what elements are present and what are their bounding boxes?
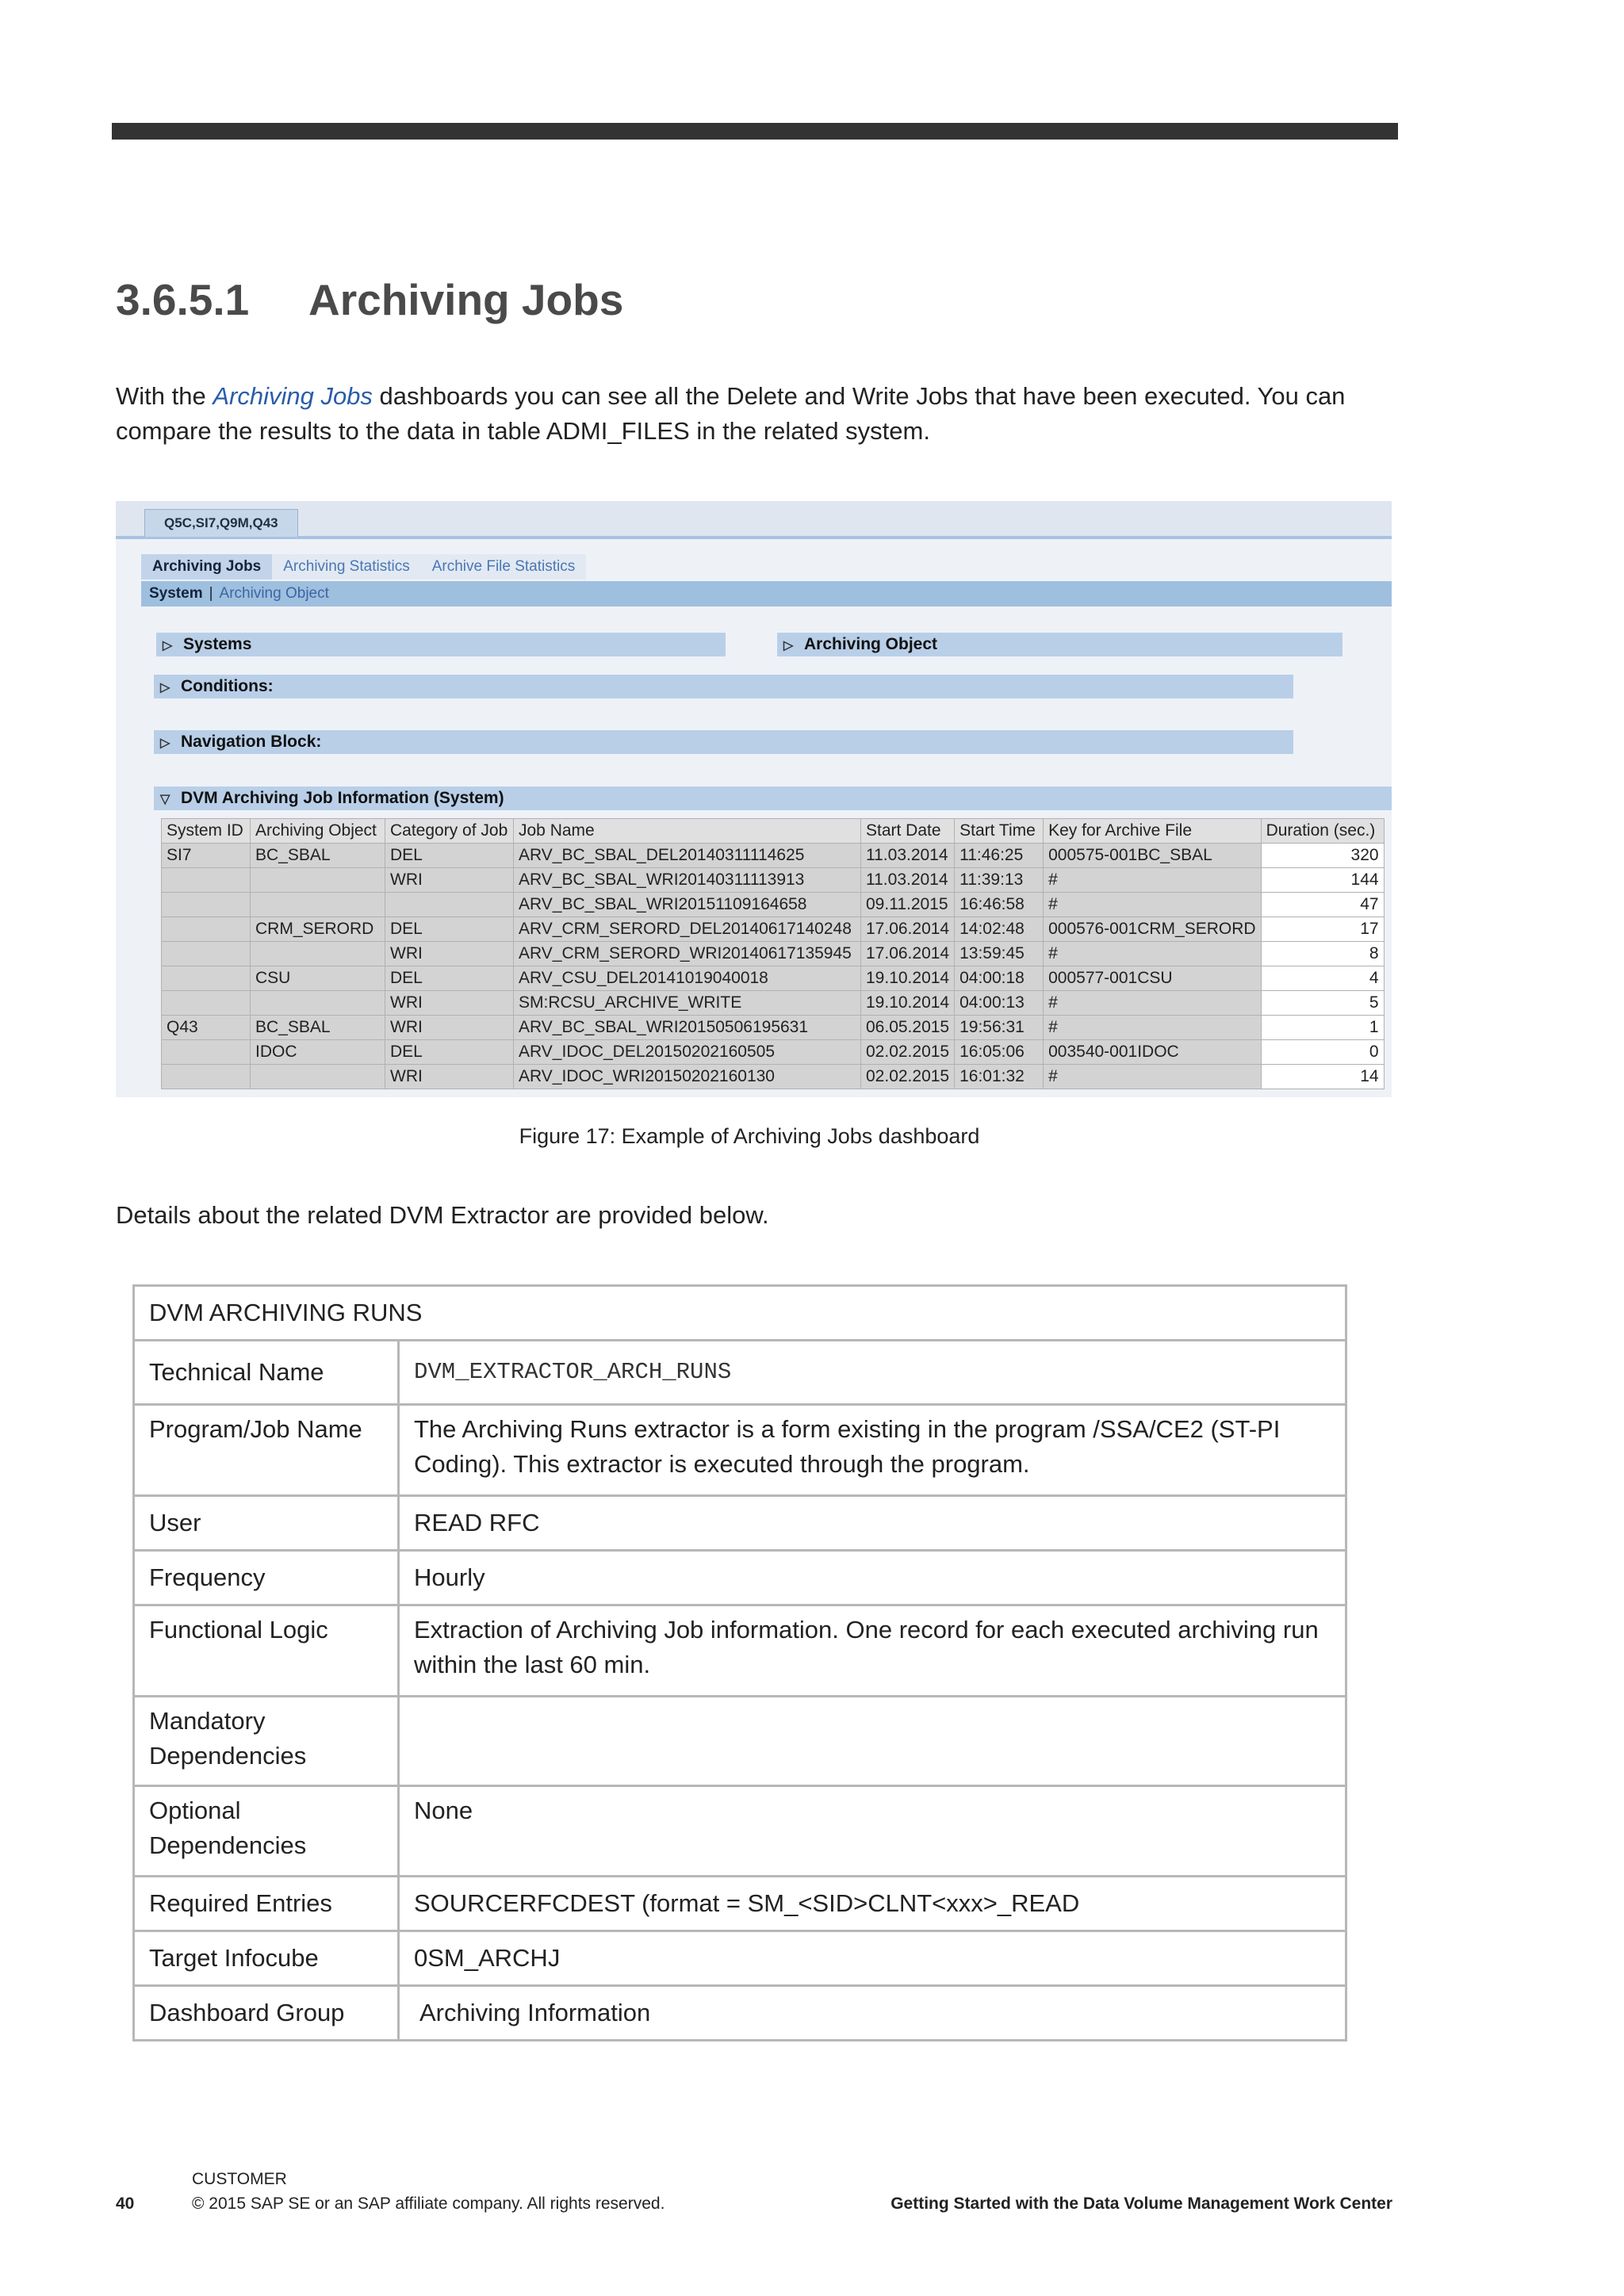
details-value: Archiving Information — [399, 1986, 1346, 2041]
table-row — [162, 893, 1385, 917]
cell-duration: 1 — [1261, 1016, 1384, 1040]
dashboard-subtabs — [141, 554, 586, 580]
details-row — [134, 1986, 1346, 2041]
tab-archiving-statistics[interactable]: Archiving Statistics — [272, 554, 420, 580]
breadcrumb-archiving-object[interactable]: Archiving Object — [219, 585, 329, 602]
details-key: Functional Logic — [134, 1605, 399, 1697]
details-value: READ RFC — [399, 1496, 1346, 1551]
figure-caption: Figure 17: Example of Archiving Jobs dashboard — [519, 1124, 980, 1148]
archiving-jobs-table — [161, 818, 1385, 1089]
cell-job-name: ARV_CSU_DEL20141019040018 — [514, 966, 861, 991]
table-row — [162, 844, 1385, 868]
details-title: DVM ARCHIVING RUNS — [134, 1286, 1346, 1341]
cell-category: WRI — [385, 1016, 514, 1040]
cell-job-name: ARV_CRM_SERORD_WRI20140617135945 — [514, 942, 861, 966]
breadcrumb-separator: | — [209, 585, 213, 602]
details-key: Optional Dependencies — [134, 1786, 399, 1877]
details-row — [134, 1697, 1346, 1786]
navigation-block-panel[interactable] — [154, 730, 1293, 754]
tab-archiving-jobs[interactable]: Archiving Jobs — [141, 554, 272, 580]
section-number: 3.6.5.1 — [116, 275, 250, 324]
archiving-object-panel[interactable] — [777, 633, 1342, 656]
cell-job-name: ARV_BC_SBAL_DEL20140311114625 — [514, 844, 861, 868]
conditions-panel-label: Conditions: — [181, 677, 274, 695]
cell-archiving-object: CRM_SERORD — [251, 917, 385, 942]
cell-start-time: 16:46:58 — [955, 893, 1044, 917]
column-header[interactable]: Category of Job — [385, 819, 514, 844]
expand-triangle-icon: ▷ — [160, 681, 170, 695]
systems-panel[interactable] — [156, 633, 726, 656]
cell-start-time: 19:56:31 — [955, 1016, 1044, 1040]
cell-archive-key: 000577-001CSU — [1044, 966, 1261, 991]
cell-job-name: ARV_BC_SBAL_WRI20140311113913 — [514, 868, 861, 893]
table-row — [162, 966, 1385, 991]
details-row — [134, 1405, 1346, 1496]
cell-archive-key: 000576-001CRM_SERORD — [1044, 917, 1261, 942]
extractor-details-table — [132, 1284, 1347, 2042]
details-value: Hourly — [399, 1551, 1346, 1605]
cell-start-time: 16:01:32 — [955, 1065, 1044, 1089]
cell-system-id — [162, 991, 251, 1016]
table-row — [162, 942, 1385, 966]
navigation-block-panel-label: Navigation Block: — [181, 733, 322, 751]
table-header-row — [162, 819, 1385, 844]
page-number: 40 — [116, 2195, 135, 2213]
cell-job-name: ARV_BC_SBAL_WRI20151109164658 — [514, 893, 861, 917]
cell-start-date: 17.06.2014 — [861, 942, 955, 966]
cell-start-date: 17.06.2014 — [861, 917, 955, 942]
cell-start-date: 02.02.2015 — [861, 1065, 955, 1089]
archiving-jobs-link[interactable]: Archiving Jobs — [213, 382, 373, 410]
column-header[interactable]: Start Date — [861, 819, 955, 844]
table-row — [162, 917, 1385, 942]
cell-duration: 0 — [1261, 1040, 1384, 1065]
cell-system-id — [162, 868, 251, 893]
cell-start-date: 19.10.2014 — [861, 991, 955, 1016]
details-key: Technical Name — [134, 1341, 399, 1405]
intro-paragraph — [116, 379, 1400, 449]
cell-start-time: 04:00:13 — [955, 991, 1044, 1016]
details-row — [134, 1931, 1346, 1986]
cell-archiving-object: BC_SBAL — [251, 844, 385, 868]
details-value: SOURCERFCDEST (format = SM_<SID>CLNT<xxx>_READ — [399, 1877, 1346, 1931]
cell-system-id — [162, 1040, 251, 1065]
archiving-object-panel-label: Archiving Object — [804, 635, 938, 653]
details-value: DVM_EXTRACTOR_ARCH_RUNS — [399, 1341, 1346, 1405]
table-row — [162, 991, 1385, 1016]
details-key: User — [134, 1496, 399, 1551]
cell-system-id — [162, 917, 251, 942]
system-tabstrip — [116, 501, 1392, 539]
cell-category: WRI — [385, 991, 514, 1016]
details-key: Required Entries — [134, 1877, 399, 1931]
details-value — [399, 1697, 1346, 1786]
column-header[interactable]: Archiving Object — [251, 819, 385, 844]
collapse-triangle-icon: ▽ — [160, 793, 170, 806]
cell-start-time: 14:02:48 — [955, 917, 1044, 942]
table-row — [162, 868, 1385, 893]
cell-duration: 144 — [1261, 868, 1384, 893]
cell-job-name: ARV_BC_SBAL_WRI20150506195631 — [514, 1016, 861, 1040]
cell-start-time: 13:59:45 — [955, 942, 1044, 966]
systems-panel-label: Systems — [183, 635, 252, 653]
cell-archiving-object — [251, 893, 385, 917]
dashboard-screenshot — [116, 501, 1392, 1097]
intro-text-end: dashboards you can see all the Delete and Write Jobs that have been executed. You can compare the results to the data in table ADMI_FILES in the related system. — [116, 382, 1346, 445]
cell-start-date: 09.11.2015 — [861, 893, 955, 917]
details-value: 0SM_ARCHJ — [399, 1931, 1346, 1986]
cell-job-name: ARV_CRM_SERORD_DEL20140617140248 — [514, 917, 861, 942]
cell-start-date: 11.03.2014 — [861, 868, 955, 893]
details-key: Target Infocube — [134, 1931, 399, 1986]
cell-system-id — [162, 966, 251, 991]
system-tab[interactable]: Q5C,SI7,Q9M,Q43 — [144, 509, 298, 537]
intro-text-start: With the — [116, 382, 213, 410]
column-header[interactable]: Key for Archive File — [1044, 819, 1261, 844]
cell-system-id: Q43 — [162, 1016, 251, 1040]
expand-triangle-icon: ▷ — [163, 639, 173, 652]
cell-duration: 320 — [1261, 844, 1384, 868]
cell-duration: 8 — [1261, 942, 1384, 966]
cell-system-id: SI7 — [162, 844, 251, 868]
details-row — [134, 1877, 1346, 1931]
cell-category: WRI — [385, 942, 514, 966]
document-classification: CUSTOMER — [192, 2170, 287, 2188]
cell-archiving-object: IDOC — [251, 1040, 385, 1065]
header-rule — [112, 123, 1398, 140]
details-title-row — [134, 1286, 1346, 1341]
expand-triangle-icon: ▷ — [783, 639, 794, 652]
cell-archiving-object — [251, 868, 385, 893]
cell-archiving-object: CSU — [251, 966, 385, 991]
details-row — [134, 1496, 1346, 1551]
cell-archiving-object — [251, 991, 385, 1016]
conditions-panel[interactable] — [154, 675, 1293, 698]
cell-duration: 5 — [1261, 991, 1384, 1016]
cell-job-name: ARV_IDOC_WRI20150202160130 — [514, 1065, 861, 1089]
cell-start-time: 04:00:18 — [955, 966, 1044, 991]
cell-job-name: ARV_IDOC_DEL20150202160505 — [514, 1040, 861, 1065]
cell-archive-key: 000575-001BC_SBAL — [1044, 844, 1261, 868]
details-value: The Archiving Runs extractor is a form existing in the program /SSA/CE2 (ST-PI Coding). This extractor is executed through the program. — [399, 1405, 1346, 1496]
cell-category: DEL — [385, 1040, 514, 1065]
job-info-panel[interactable] — [154, 786, 1392, 810]
cell-archive-key: # — [1044, 1065, 1261, 1089]
cell-archiving-object: BC_SBAL — [251, 1016, 385, 1040]
cell-archive-key: # — [1044, 868, 1261, 893]
details-intro: Details about the related DVM Extractor are provided below. — [116, 1201, 769, 1229]
cell-archiving-object — [251, 1065, 385, 1089]
table-row — [162, 1040, 1385, 1065]
cell-start-time: 11:46:25 — [955, 844, 1044, 868]
cell-archive-key: # — [1044, 991, 1261, 1016]
column-header[interactable]: Start Time — [955, 819, 1044, 844]
cell-start-time: 16:05:06 — [955, 1040, 1044, 1065]
document-title: Getting Started with the Data Volume Management Work Center — [891, 2195, 1392, 2213]
expand-triangle-icon: ▷ — [160, 737, 170, 750]
cell-duration: 47 — [1261, 893, 1384, 917]
cell-category: DEL — [385, 966, 514, 991]
cell-duration: 17 — [1261, 917, 1384, 942]
cell-archive-key: 003540-001IDOC — [1044, 1040, 1261, 1065]
details-key: Frequency — [134, 1551, 399, 1605]
tab-archive-file-statistics[interactable]: Archive File Statistics — [421, 554, 587, 580]
details-row — [134, 1341, 1346, 1405]
cell-category: WRI — [385, 1065, 514, 1089]
cell-archiving-object — [251, 942, 385, 966]
cell-start-time: 11:39:13 — [955, 868, 1044, 893]
copyright: © 2015 SAP SE or an SAP affiliate company. All rights reserved. — [192, 2195, 665, 2213]
cell-start-date: 19.10.2014 — [861, 966, 955, 991]
cell-category: DEL — [385, 917, 514, 942]
details-row — [134, 1786, 1346, 1877]
cell-duration: 14 — [1261, 1065, 1384, 1089]
column-header[interactable]: System ID — [162, 819, 251, 844]
cell-duration: 4 — [1261, 966, 1384, 991]
section-heading — [116, 274, 623, 325]
details-row — [134, 1551, 1346, 1605]
table-row — [162, 1016, 1385, 1040]
cell-archive-key: # — [1044, 1016, 1261, 1040]
cell-category — [385, 893, 514, 917]
job-info-panel-label: DVM Archiving Job Information (System) — [181, 789, 504, 807]
details-key: Dashboard Group — [134, 1986, 399, 2041]
details-key: Program/Job Name — [134, 1405, 399, 1496]
cell-category: WRI — [385, 868, 514, 893]
cell-start-date: 11.03.2014 — [861, 844, 955, 868]
breadcrumb-system: System — [149, 585, 203, 602]
details-row — [134, 1605, 1346, 1697]
section-title: Archiving Jobs — [308, 275, 624, 324]
details-key: Mandatory Dependencies — [134, 1697, 399, 1786]
cell-start-date: 02.02.2015 — [861, 1040, 955, 1065]
cell-archive-key: # — [1044, 893, 1261, 917]
cell-system-id — [162, 1065, 251, 1089]
cell-system-id — [162, 893, 251, 917]
cell-category: DEL — [385, 844, 514, 868]
table-row — [162, 1065, 1385, 1089]
column-header[interactable]: Job Name — [514, 819, 861, 844]
cell-archive-key: # — [1044, 942, 1261, 966]
cell-start-date: 06.05.2015 — [861, 1016, 955, 1040]
cell-system-id — [162, 942, 251, 966]
breadcrumb — [141, 581, 1392, 607]
column-header[interactable]: Duration (sec.) — [1261, 819, 1384, 844]
cell-job-name: SM:RCSU_ARCHIVE_WRITE — [514, 991, 861, 1016]
details-value: Extraction of Archiving Job information. One record for each executed archiving run within the last 60 min. — [399, 1605, 1346, 1697]
details-value: None — [399, 1786, 1346, 1877]
